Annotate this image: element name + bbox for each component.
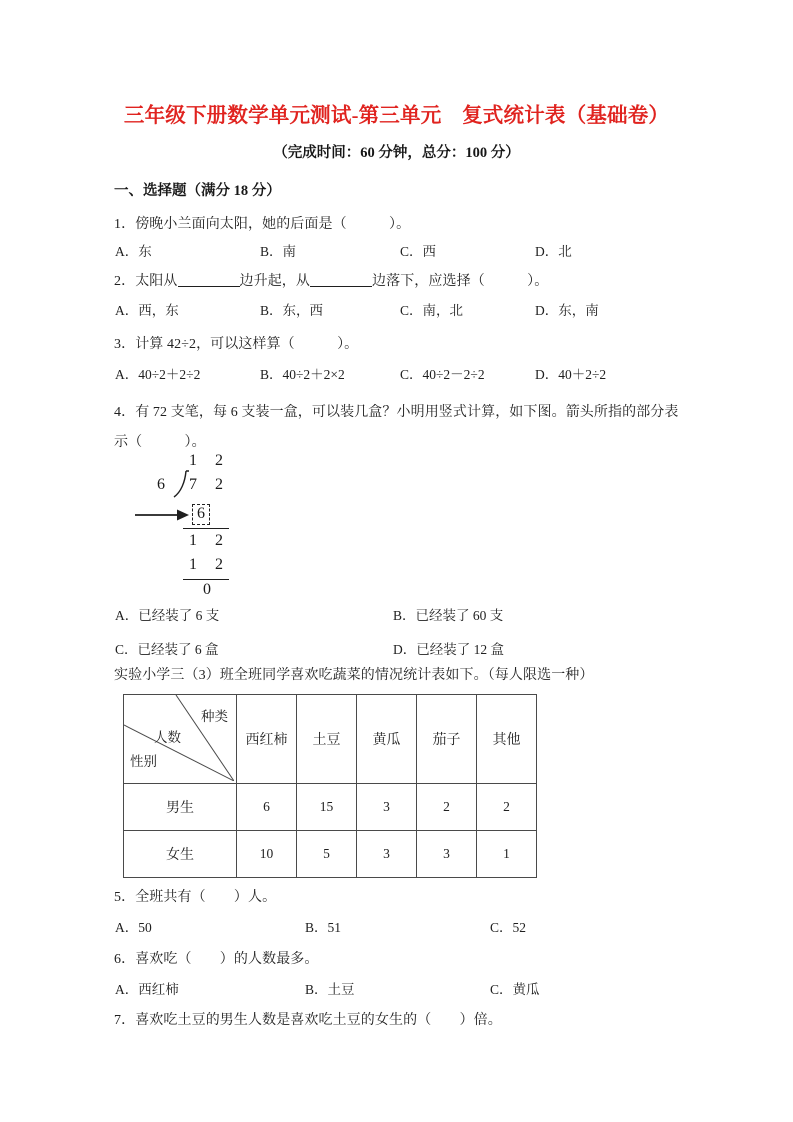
question-2-prefix: 2．太阳从 — [114, 274, 178, 289]
question-4-option-a[interactable]: A．已经装了 6 支 — [115, 608, 220, 623]
arrow-right-icon — [133, 506, 189, 524]
question-1-option-a[interactable]: A．东 — [115, 244, 152, 259]
table-corner-cell — [124, 695, 237, 784]
row-label-boys: 男生 — [124, 784, 237, 831]
question-6-text: 6．喜欢吃（ ）的人数最多。 — [114, 952, 319, 967]
column-header-3: 茄子 — [417, 695, 477, 784]
row-label-girls: 女生 — [124, 831, 237, 878]
question-3-option-b[interactable]: B．40÷2＋2×2 — [260, 367, 345, 382]
question-5-option-c[interactable]: C．52 — [490, 920, 527, 935]
question-2-option-a[interactable]: A．西，东 — [115, 303, 179, 318]
division-subtract-2: 1 2 — [189, 556, 230, 573]
question-1-text: 1．傍晚小兰面向太阳，她的后面是（ ）。 — [114, 217, 411, 232]
division-quotient: 1 2 — [189, 452, 230, 469]
table-row — [124, 784, 537, 831]
cell-boys-4: 2 — [477, 784, 537, 831]
division-rule-1 — [183, 528, 229, 529]
question-3-option-a[interactable]: A．40÷2＋2÷2 — [115, 367, 201, 382]
question-5-option-a[interactable]: A．50 — [115, 920, 152, 935]
column-header-2: 黄瓜 — [357, 695, 417, 784]
question-4-option-d[interactable]: D．已经装了 12 盒 — [393, 642, 504, 657]
question-3-option-d[interactable]: D．40＋2÷2 — [535, 367, 607, 382]
division-final-zero: 0 — [203, 581, 211, 598]
cell-girls-2: 3 — [357, 831, 417, 878]
column-header-1: 土豆 — [297, 695, 357, 784]
question-2-option-c[interactable]: C．南，北 — [400, 303, 464, 318]
cell-girls-1: 5 — [297, 831, 357, 878]
long-division-figure — [143, 452, 323, 597]
question-1-option-d[interactable]: D．北 — [535, 244, 572, 259]
question-6-option-c[interactable]: C．黄瓜 — [490, 982, 540, 997]
division-divisor: 6 — [157, 476, 165, 493]
question-1-option-b[interactable]: B．南 — [260, 244, 297, 259]
cell-boys-3: 2 — [417, 784, 477, 831]
table-header-row — [124, 695, 537, 784]
question-5-text: 5．全班共有（ ）人。 — [114, 890, 277, 905]
question-1-option-c[interactable]: C．西 — [400, 244, 437, 259]
question-4-option-c[interactable]: C．已经装了 6 盒 — [115, 642, 219, 657]
question-2-blank-1[interactable] — [178, 286, 240, 287]
cell-boys-2: 3 — [357, 784, 417, 831]
division-remainder: 1 2 — [189, 532, 230, 549]
section-heading-choice: 一、选择题（满分 18 分） — [114, 183, 281, 199]
cell-boys-1: 15 — [297, 784, 357, 831]
page-title: 三年级下册数学单元测试-第三单元 复式统计表（基础卷） — [123, 105, 670, 127]
column-header-0: 西红柿 — [237, 695, 297, 784]
question-6-option-a[interactable]: A．西红柿 — [115, 982, 179, 997]
corner-label-gender: 性别 — [130, 754, 157, 769]
question-2-suffix: 边落下，应选择（ ）。 — [372, 274, 549, 289]
division-subtract-1-boxed: 6 — [192, 504, 210, 525]
division-dividend: 7 2 — [189, 476, 230, 493]
page-subtitle: （完成时间：60 分钟，总分：100 分） — [273, 145, 520, 161]
question-6-option-b[interactable]: B．土豆 — [305, 982, 355, 997]
question-4-text-line2: 示（ ）。 — [114, 435, 206, 450]
cell-girls-0: 10 — [237, 831, 297, 878]
question-5-option-b[interactable]: B．51 — [305, 920, 342, 935]
question-4-text-line1: 4．有 72 支笔，每 6 支装一盒，可以装几盒？小明用竖式计算，如下图。箭头所指的部分表 — [114, 405, 679, 420]
question-2-text — [114, 270, 548, 290]
corner-label-category: 种类 — [201, 709, 228, 724]
question-2-middle: 边升起，从 — [239, 274, 310, 289]
corner-label-count: 人数 — [154, 730, 181, 745]
table-row — [124, 831, 537, 878]
question-2-option-d[interactable]: D．东，南 — [535, 303, 599, 318]
question-7-text: 7．喜欢吃土豆的男生人数是喜欢吃土豆的女生的（ ）倍。 — [114, 1013, 502, 1028]
cell-boys-0: 6 — [237, 784, 297, 831]
question-3-text: 3．计算 42÷2，可以这样算（ ）。 — [114, 337, 359, 352]
stat-table-intro: 实验小学三（3）班全班同学喜欢吃蔬菜的情况统计表如下。（每人限选一种） — [114, 668, 594, 683]
question-2-blank-2[interactable] — [310, 286, 372, 287]
question-2-option-b[interactable]: B．东，西 — [260, 303, 324, 318]
cell-girls-3: 3 — [417, 831, 477, 878]
column-header-4: 其他 — [477, 695, 537, 784]
question-4-option-b[interactable]: B．已经装了 60 支 — [393, 608, 504, 623]
cell-girls-4: 1 — [477, 831, 537, 878]
division-bracket-icon — [173, 470, 189, 498]
question-3-option-c[interactable]: C．40÷2－2÷2 — [400, 367, 485, 382]
division-rule-2 — [183, 579, 229, 580]
vegetable-preference-table — [123, 694, 537, 878]
